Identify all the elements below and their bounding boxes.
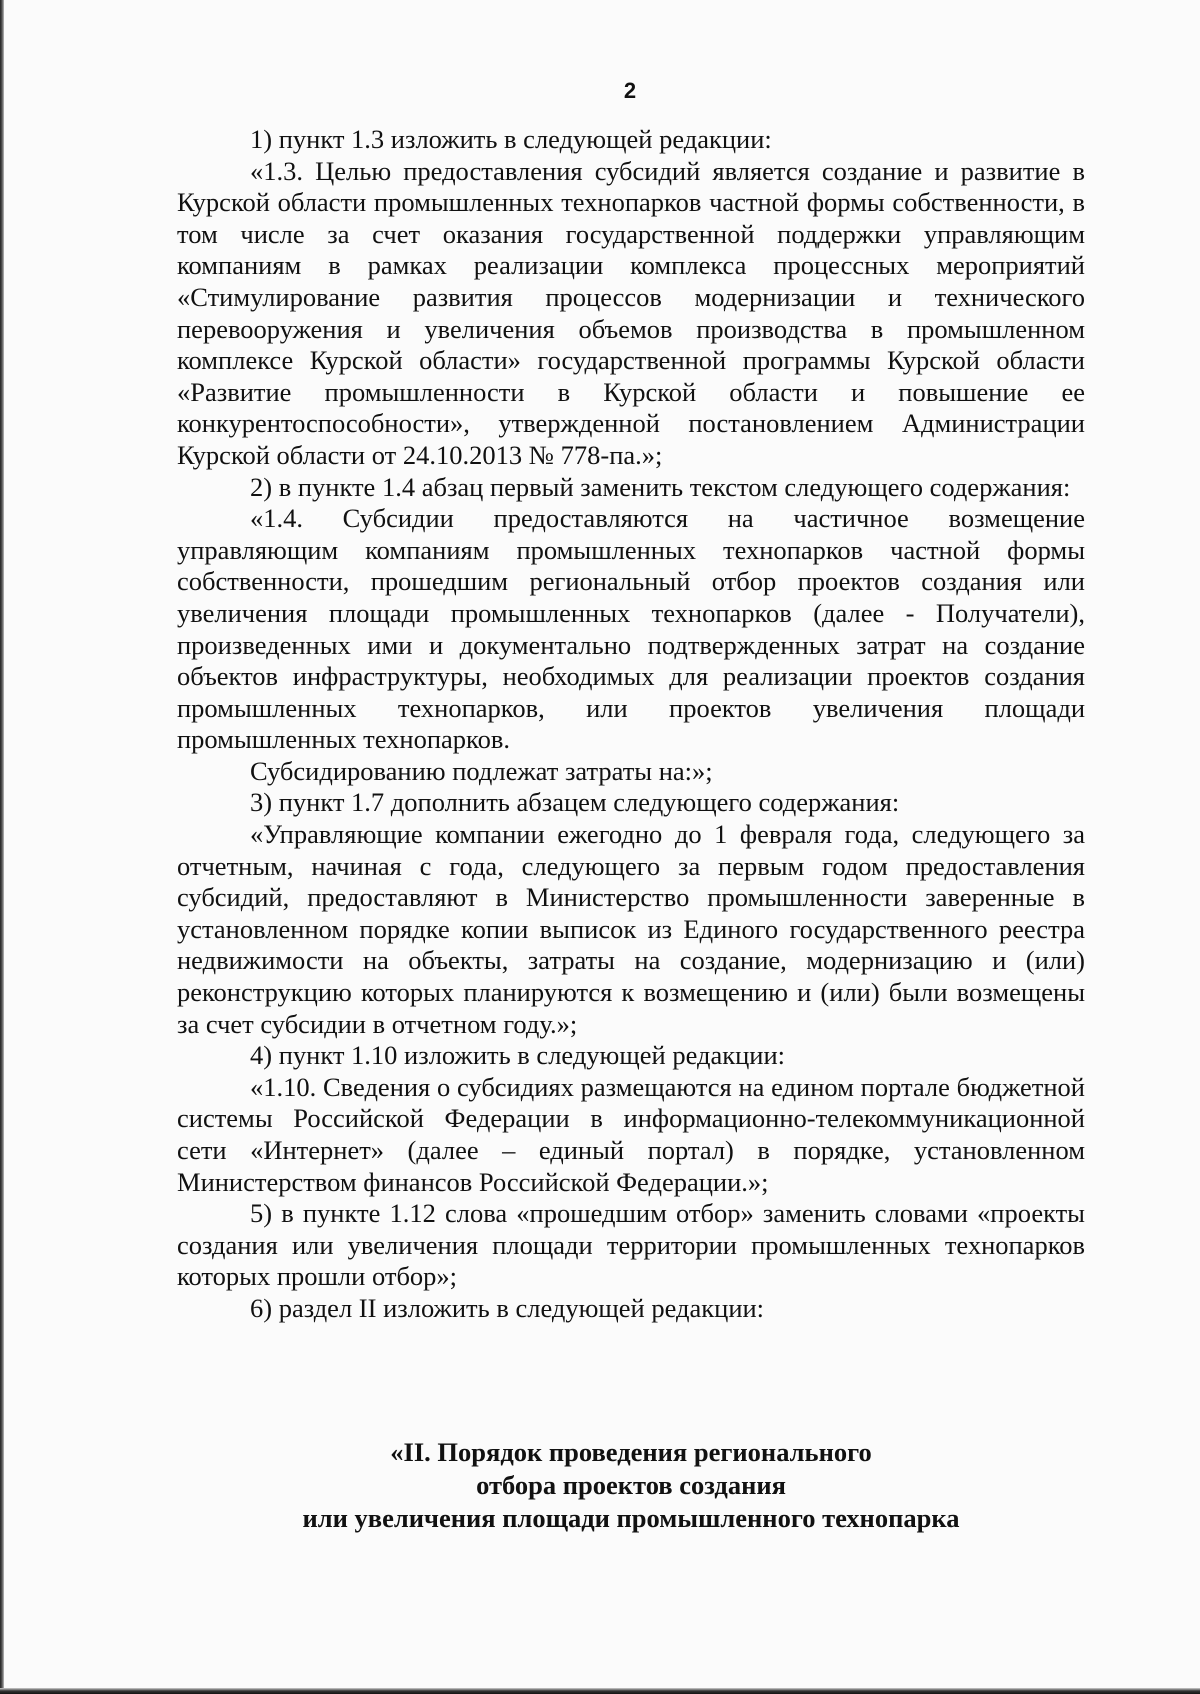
page-number: 2 (623, 78, 637, 103)
scan-bottom-edge (0, 1688, 1200, 1694)
section-heading-line-1: «II. Порядок проведения регионального (390, 1437, 872, 1467)
paragraph-5: Субсидированию подлежат затраты на:»; (250, 755, 713, 786)
paragraph-11: 6) раздел II изложить в следующей редакции: (250, 1292, 765, 1323)
document-body (177, 124, 1085, 1325)
paragraph-6: 3) пункт 1.7 дополнить абзацем следующего содержания: (250, 787, 900, 818)
section-heading-line-2: отбора проектов создания (476, 1470, 786, 1500)
paragraph-1: 1) пункт 1.3 изложить в следующей редакции: (250, 124, 772, 154)
paragraph-2: «1.3. Целью предоставления субсидий является создание и развитие в Курской области промышленных технопарков частной формы собственности, в том числе за счет оказания государственной поддержки управляющим компаниям в рамках реализации комплекса процессных мероприятий «Стимулирование развития процессов модернизации и технического перевооружения и увеличения объемов производства в промышленном комплексе Курской области» государственной программы Курской области «Развитие промышленности в Курской области и повышение ее конкурентоспособности», утвержденной постановлением Администрации Курской области от 24.10.2013 № 778-па.»; (177, 155, 1085, 470)
paragraph-9: «1.10. Сведения о субсидиях размещаются на едином портале бюджетной системы Российской Федерации в информационно-телекоммуникационной сети «Интернет» (далее – единый портал) в порядке, установленном Министерством финансов Российской Федерации.»; (177, 1071, 1085, 1197)
section-heading-line-3: или увеличения площади промышленного технопарка (302, 1503, 960, 1533)
paragraph-7: «Управляющие компании ежегодно до 1 февраля года, следующего за отчетным, начиная с года, следующего за первым годом предоставления субсидий, предоставляют в Министерство промышленности заверенные в установленном порядке копии выписок из Единого государственного реестра недвижимости на объекты, затраты на создание, модернизацию и (или) реконструкцию которых планируются к возмещению и (или) были возмещены за счет субсидии в отчетном году.»; (177, 819, 1085, 1039)
section-heading (177, 1436, 1085, 1535)
paragraph-3: 2) в пункте 1.4 абзац первый заменить текстом следующего содержания: (250, 471, 1071, 502)
scan-left-edge (0, 0, 4, 1694)
paragraph-4: «1.4. Субсидии предоставляются на частичное возмещение управляющим компаниям промышленных технопарков частной формы собственности, прошедшим региональный отбор проектов создания или увеличения площади промышленных технопарков (далее - Получатели), произведенных ими и документально подтвержденных затрат на создание объектов инфраструктуры, необходимых для реализации проектов создания промышленных технопарков, или проектов увеличения площади промышленных технопарков. (177, 503, 1085, 755)
paragraph-10: 5) в пункте 1.12 слова «прошедшим отбор» заменить словами «проекты создания или увеличения площади территории промышленных технопарков которых прошли отбор»; (177, 1198, 1085, 1292)
paragraph-8: 4) пункт 1.10 изложить в следующей редакции: (250, 1040, 786, 1071)
